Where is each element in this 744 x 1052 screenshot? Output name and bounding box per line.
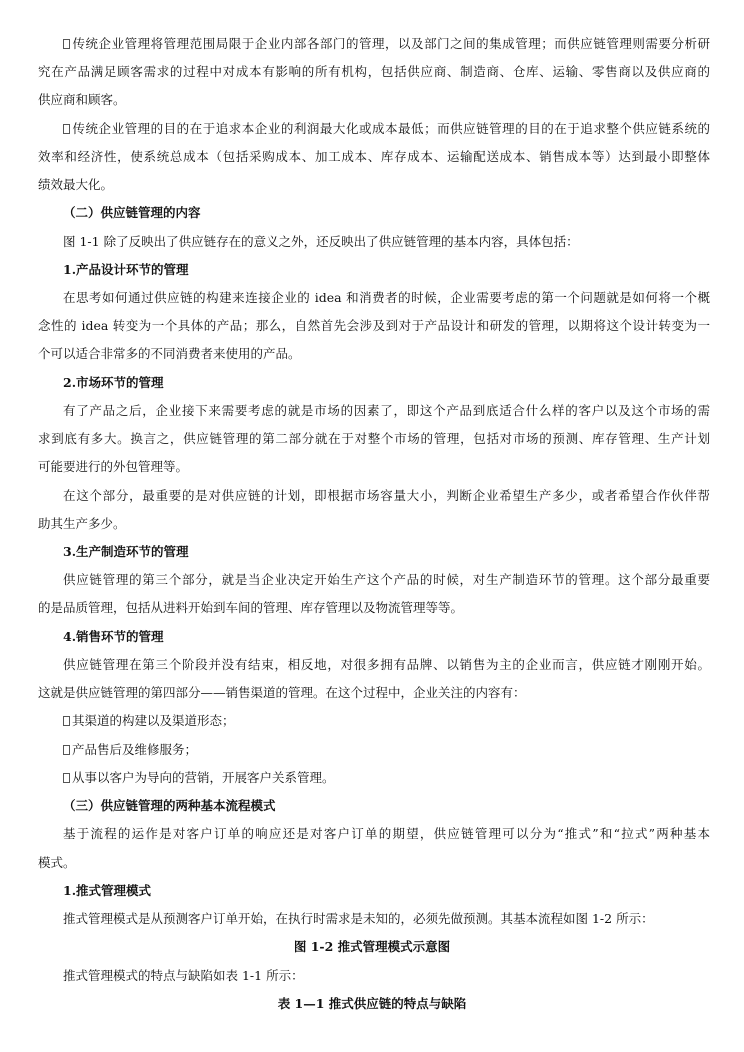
paragraph-line: 有了产品之后，企业接下来需要考虑的就是市场的因素了，即这个产品到底适合什么样的客户以及这个市场的需 bbox=[63, 403, 710, 418]
paragraph-line bbox=[63, 115, 710, 143]
missing-glyph-icon bbox=[63, 124, 70, 134]
paragraph-line: 供应商和顾客。 bbox=[38, 92, 126, 107]
subsection-heading: 1.推式管理模式 bbox=[63, 883, 152, 898]
paragraph-line: 助其生产多少。 bbox=[38, 516, 126, 531]
text-span: 传统企业管理的目的在于追求本企业的利润最大化或成本最低；而供应链管理的目的在于追求整个供应链系统的 bbox=[72, 121, 710, 136]
paragraph-line: 这就是供应链管理的第四部分——销售渠道的管理。在这个过程中，企业关注的内容有： bbox=[38, 685, 526, 700]
subsection-heading: 4.销售环节的管理 bbox=[63, 629, 164, 644]
paragraph-line: 模式。 bbox=[38, 855, 76, 870]
paragraph-line: 效率和经济性，使系统总成本（包括采购成本、加工成本、库存成本、运输配送成本、销售成本等）达到最小即整体 bbox=[38, 149, 710, 164]
missing-glyph-icon bbox=[63, 716, 70, 726]
paragraph-line: 的是品质管理，包括从进料开始到车间的管理、库存管理以及物流管理等等。 bbox=[38, 600, 464, 615]
missing-glyph-icon bbox=[63, 773, 70, 783]
subsection-heading: 3.生产制造环节的管理 bbox=[63, 544, 189, 559]
paragraph-line: 绩效最大化。 bbox=[38, 177, 114, 192]
text-span: 其渠道的构建以及渠道形态； bbox=[72, 713, 235, 728]
paragraph-line: 供应链管理在第三个阶段并没有结束，相反地，对很多拥有品牌、以销售为主的企业而言，供应链才刚刚开始。 bbox=[63, 657, 710, 672]
paragraph-line: 在这个部分，最重要的是对供应链的计划，即根据市场容量大小，判断企业希望生产多少，或者希望合作伙伴帮 bbox=[63, 488, 710, 503]
text-span: 传统企业管理将管理范围局限于企业内部各部门的管理，以及部门之间的集成管理；而供应链管理则需要分析研 bbox=[72, 36, 710, 51]
paragraph-line: 可能要进行的外包管理等。 bbox=[38, 459, 189, 474]
paragraph-line bbox=[63, 30, 710, 58]
section-heading: （二）供应链管理的内容 bbox=[63, 205, 201, 220]
bullet-item bbox=[63, 736, 710, 764]
bullet-item bbox=[63, 764, 710, 792]
missing-glyph-icon bbox=[63, 39, 70, 49]
paragraph-line: 推式管理模式是从预测客户订单开始，在执行时需求是未知的，必须先做预测。其基本流程如图 1-2 所示： bbox=[63, 911, 654, 926]
paragraph-line: 基于流程的运作是对客户订单的响应还是对客户订单的期望，供应链管理可以分为“推式”和“拉式”两种基本 bbox=[63, 826, 710, 841]
bullet-item bbox=[63, 707, 710, 735]
paragraph-line: 在思考如何通过供应链的构建来连接企业的 idea 和消费者的时候，企业需要考虑的第一个问题就是如何将一个概 bbox=[63, 290, 710, 305]
paragraph-line: 求到底有多大。换言之，供应链管理的第二部分就在于对整个市场的管理，包括对市场的预测、库存管理、生产计划 bbox=[38, 431, 710, 446]
paragraph-line: 念性的 idea 转变为一个具体的产品；那么，自然首先会涉及到对于产品设计和研发的管理，以期将这个设计转变为一 bbox=[38, 318, 710, 333]
section-heading: （三）供应链管理的两种基本流程模式 bbox=[63, 798, 276, 813]
subsection-heading: 2.市场环节的管理 bbox=[63, 375, 164, 390]
paragraph-line: 究在产品满足顾客需求的过程中对成本有影响的所有机构，包括供应商、制造商、仓库、运输、零售商以及供应商的 bbox=[38, 64, 710, 79]
paragraph-line: 供应链管理的第三个部分，就是当企业决定开始生产这个产品的时候，对生产制造环节的管理。这个部分最重要 bbox=[63, 572, 710, 587]
subsection-heading: 1.产品设计环节的管理 bbox=[63, 262, 189, 277]
figure-caption: 图 1-2 推式管理模式示意图 bbox=[293, 939, 451, 954]
missing-glyph-icon bbox=[63, 745, 70, 755]
paragraph-line: 图 1-1 除了反映出了供应链存在的意义之外，还反映出了供应链管理的基本内容，具体包括： bbox=[63, 234, 579, 249]
text-span: 从事以客户为导向的营销，开展客户关系管理。 bbox=[72, 770, 335, 785]
table-caption: 表 1—1 推式供应链的特点与缺陷 bbox=[277, 996, 467, 1011]
paragraph-line: 个可以适合非常多的不同消费者来使用的产品。 bbox=[38, 346, 301, 361]
text-span: 产品售后及维修服务； bbox=[72, 742, 198, 757]
paragraph-line: 推式管理模式的特点与缺陷如表 1-1 所示： bbox=[63, 968, 304, 983]
